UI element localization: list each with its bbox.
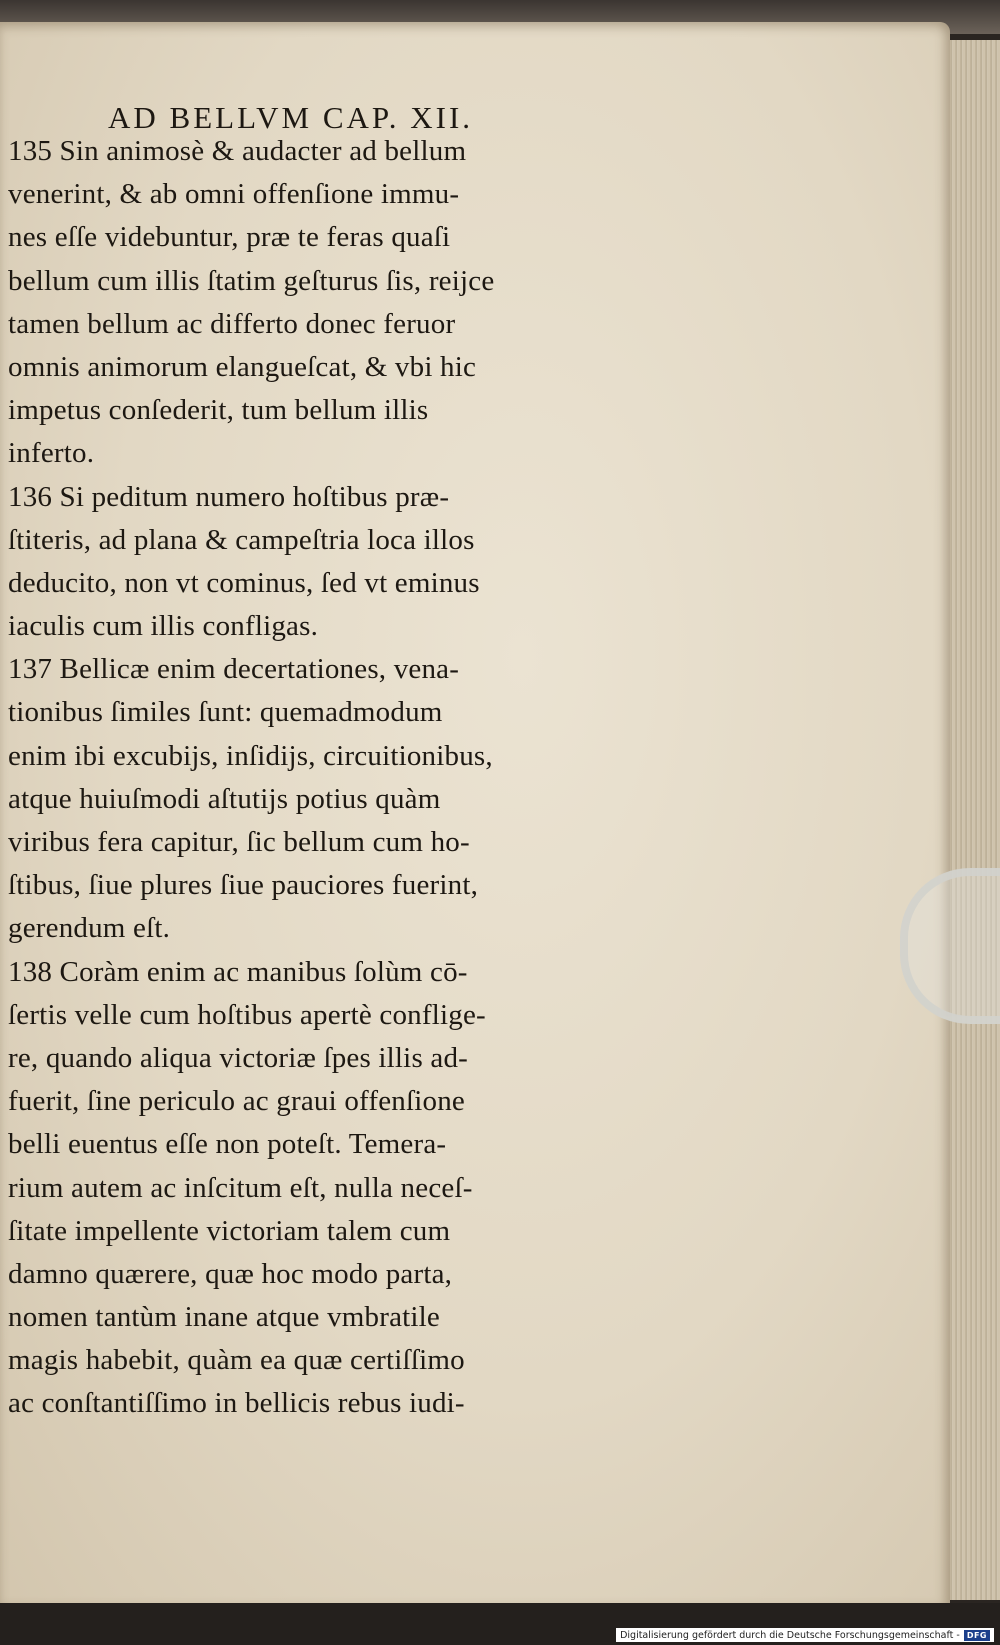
- credit-text: Digitalisierung gefördert durch die Deutsche Forschungsgemeinschaft -: [620, 1629, 960, 1641]
- running-head: AD BELLVM CAP. XII.: [108, 100, 474, 135]
- text-block: [8, 130, 688, 1426]
- text-line: enim ibi excubijs, inſidijs, circuitionibus,: [8, 739, 493, 772]
- text-line: ſtibus, ſiue plures ſiue pauciores fuerint,: [8, 869, 479, 902]
- text-line: venerint, & ab omni offenſione immu-: [8, 178, 460, 211]
- text-line: nomen tantùm inane atque vmbratile: [8, 1301, 441, 1334]
- text-line: omnis animorum elangueſcat, & vbi hic: [8, 350, 477, 383]
- text-line: ſertis velle cum hoſtibus apertè conflige-: [8, 998, 486, 1031]
- text-line: belli euentus eſſe non poteſt. Temera-: [8, 1128, 447, 1161]
- dfg-logo: DFG: [964, 1630, 990, 1641]
- text-line: ſtiteris, ad plana & campeſtria loca illos: [8, 523, 475, 556]
- digitization-credit: [616, 1628, 994, 1642]
- text-line: gerendum eſt.: [8, 912, 171, 945]
- text-line: 136 Si peditum numero hoſtibus præ-: [8, 480, 450, 513]
- text-line: iaculis cum illis confligas.: [8, 610, 319, 643]
- text-line: viribus fera capitur, ſic bellum cum ho-: [8, 826, 470, 858]
- text-line: nes eſſe videbuntur, præ te feras quaſi: [8, 221, 451, 254]
- text-line: bellum cum illis ſtatim geſturus ſis, reijce: [8, 264, 495, 297]
- text-line: inferto.: [8, 437, 95, 470]
- text-line: impetus conſederit, tum bellum illis: [8, 394, 429, 427]
- text-line: ſitate impellente victoriam talem cum: [8, 1214, 451, 1247]
- text-line: ac conſtantiſſimo in bellicis rebus iudi-: [8, 1387, 465, 1420]
- text-line: atque huiuſmodi aſtutijs potius quàm: [8, 782, 441, 815]
- text-line: rium autem ac inſcitum eſt, nulla neceſ-: [8, 1171, 473, 1204]
- text-line: damno quærere, quæ hoc modo parta,: [8, 1257, 453, 1290]
- text-line: 137 Bellicæ enim decertationes, vena-: [8, 653, 460, 686]
- text-line: deducito, non vt cominus, ſed vt eminus: [8, 566, 480, 599]
- text-line: tionibus ſimiles ſunt: quemadmodum: [8, 696, 443, 729]
- text-line: tamen bellum ac differto donec feruor: [8, 307, 456, 340]
- text-line: fuerit, ſine periculo ac graui offenſione: [8, 1085, 465, 1118]
- text-line: magis habebit, quàm ea quæ certiſſimo: [8, 1344, 465, 1377]
- text-line: re, quando aliqua victoriæ ſpes illis ad-: [8, 1041, 469, 1074]
- text-line: 138 Coràm enim ac manibus ſolùm cō-: [8, 955, 468, 988]
- text-line: 135 Sin animosè & audacter ad bellum: [8, 135, 467, 167]
